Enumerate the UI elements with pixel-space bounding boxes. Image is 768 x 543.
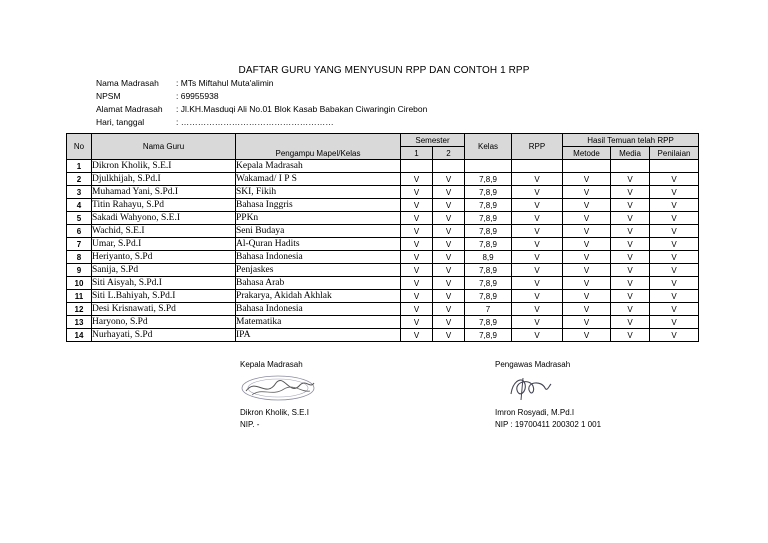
cell-nama: Dikron Kholik, S.E.I (92, 160, 236, 173)
cell-sem1: V (401, 199, 433, 212)
signature-left (238, 371, 318, 405)
cell-penilaian: V (650, 173, 699, 186)
cell-nama: Muhamad Yani, S.Pd.I (92, 186, 236, 199)
cell-no: 2 (67, 173, 92, 186)
cell-no: 10 (67, 277, 92, 290)
cell-media: V (611, 316, 650, 329)
cell-no: 13 (67, 316, 92, 329)
cell-metode: V (563, 199, 611, 212)
cell-sem1: V (401, 316, 433, 329)
cell-sem2: V (433, 277, 465, 290)
cell-sem2: V (433, 290, 465, 303)
cell-metode: V (563, 251, 611, 264)
header-semester-2: 2 (433, 147, 465, 160)
cell-kelas: 7,8,9 (465, 199, 512, 212)
cell-sem1: V (401, 290, 433, 303)
document-title: DAFTAR GURU YANG MENYUSUN RPP DAN CONTOH 1 RPP (238, 65, 530, 76)
header-kelas: Kelas (465, 134, 512, 160)
info-row-npsm (96, 91, 219, 101)
info-value: : ……………………………………………… (176, 117, 334, 127)
cell-metode: V (563, 277, 611, 290)
cell-rpp: V (512, 329, 563, 342)
cell-penilaian: V (650, 238, 699, 251)
header-metode: Metode (563, 147, 611, 160)
cell-sem2: V (433, 173, 465, 186)
nip-kepala-madrasah: NIP. - (240, 420, 260, 429)
cell-rpp: V (512, 199, 563, 212)
info-row-alamat (96, 104, 427, 114)
cell-no: 4 (67, 199, 92, 212)
cell-rpp: V (512, 303, 563, 316)
name-kepala-madrasah: Dikron Kholik, S.E.I (240, 408, 309, 417)
header-semester: Semester (401, 134, 465, 147)
cell-no: 6 (67, 225, 92, 238)
cell-sem2: V (433, 316, 465, 329)
cell-no: 5 (67, 212, 92, 225)
name-pengawas-madrasah: Imron Rosyadi, M.Pd.I (495, 408, 575, 417)
cell-sem1: V (401, 212, 433, 225)
cell-media: V (611, 212, 650, 225)
cell-kelas: 7,8,9 (465, 264, 512, 277)
info-value: : 69955938 (176, 91, 219, 101)
cell-kelas: 7,8,9 (465, 212, 512, 225)
cell-media: V (611, 277, 650, 290)
cell-rpp: V (512, 186, 563, 199)
cell-mapel: Al-Quran Hadits (236, 238, 401, 251)
header-penilaian: Penilaian (650, 147, 699, 160)
cell-penilaian: V (650, 277, 699, 290)
cell-media: V (611, 238, 650, 251)
table-row (67, 173, 699, 186)
cell-media: V (611, 186, 650, 199)
cell-nama: Sakadi Wahyono, S.E.I (92, 212, 236, 225)
cell-rpp: V (512, 277, 563, 290)
cell-rpp (512, 160, 563, 173)
cell-media: V (611, 251, 650, 264)
table-row (67, 186, 699, 199)
cell-penilaian: V (650, 264, 699, 277)
cell-mapel: Bahasa Arab (236, 277, 401, 290)
cell-kelas: 7,8,9 (465, 277, 512, 290)
cell-nama: Wachid, S.E.I (92, 225, 236, 238)
cell-mapel: Kepala Madrasah (236, 160, 401, 173)
cell-sem1: V (401, 173, 433, 186)
cell-sem2: V (433, 225, 465, 238)
cell-rpp: V (512, 316, 563, 329)
cell-penilaian: V (650, 251, 699, 264)
cell-media: V (611, 199, 650, 212)
cell-sem2: V (433, 264, 465, 277)
cell-media (611, 160, 650, 173)
cell-nama: Djulkhijah, S.Pd.I (92, 173, 236, 186)
cell-nama: Titin Rahayu, S.Pd (92, 199, 236, 212)
cell-metode: V (563, 173, 611, 186)
cell-mapel: Penjaskes (236, 264, 401, 277)
cell-mapel: Matematika (236, 316, 401, 329)
cell-metode (563, 160, 611, 173)
cell-no: 11 (67, 290, 92, 303)
nip-pengawas-madrasah: NIP : 19700411 200302 1 001 (495, 420, 602, 429)
role-pengawas-madrasah: Pengawas Madrasah (495, 360, 571, 369)
cell-metode: V (563, 316, 611, 329)
table-row (67, 303, 699, 316)
cell-kelas: 7,8,9 (465, 329, 512, 342)
cell-metode: V (563, 303, 611, 316)
cell-no: 8 (67, 251, 92, 264)
signature-right (505, 372, 555, 404)
cell-sem2: V (433, 186, 465, 199)
header-nama-guru: Nama Guru (92, 134, 236, 160)
cell-sem1: V (401, 277, 433, 290)
cell-metode: V (563, 264, 611, 277)
cell-penilaian: V (650, 303, 699, 316)
cell-penilaian: V (650, 329, 699, 342)
table-row (67, 238, 699, 251)
cell-rpp: V (512, 212, 563, 225)
cell-rpp: V (512, 238, 563, 251)
cell-penilaian: V (650, 290, 699, 303)
cell-kelas: 7 (465, 303, 512, 316)
cell-sem1: V (401, 264, 433, 277)
cell-nama: Siti L.Bahiyah, S.Pd.I (92, 290, 236, 303)
cell-no: 12 (67, 303, 92, 316)
header-media: Media (611, 147, 650, 160)
cell-mapel: Bahasa Inggris (236, 199, 401, 212)
info-value: : MTs Miftahul Muta'alimin (176, 78, 274, 88)
header-no: No (67, 134, 92, 160)
info-label: Hari, tanggal (96, 117, 145, 127)
cell-sem1 (401, 160, 433, 173)
cell-nama: Heriyanto, S.Pd (92, 251, 236, 264)
cell-nama: Sanija, S.Pd (92, 264, 236, 277)
cell-kelas: 7,8,9 (465, 173, 512, 186)
cell-metode: V (563, 212, 611, 225)
header-hasil-temuan: Hasil Temuan telah RPP (563, 134, 699, 147)
table-row (67, 160, 699, 173)
cell-sem1: V (401, 303, 433, 316)
info-label: NPSM (96, 91, 121, 101)
cell-media: V (611, 264, 650, 277)
cell-mapel: Bahasa Indonesia (236, 303, 401, 316)
cell-no: 7 (67, 238, 92, 251)
teacher-table (66, 133, 699, 342)
cell-nama: Nurhayati, S.Pd (92, 329, 236, 342)
cell-kelas: 7,8,9 (465, 238, 512, 251)
cell-nama: Desi Krisnawati, S.Pd (92, 303, 236, 316)
header-mapel: Pengampu Mapel/Kelas (236, 134, 401, 160)
cell-sem1: V (401, 238, 433, 251)
cell-mapel: Seni Budaya (236, 225, 401, 238)
info-row-hari (96, 117, 334, 127)
cell-penilaian: V (650, 199, 699, 212)
header-semester-1: 1 (401, 147, 433, 160)
cell-mapel: PPKn (236, 212, 401, 225)
cell-nama: Siti Aisyah, S.Pd.I (92, 277, 236, 290)
cell-metode: V (563, 329, 611, 342)
table-row (67, 251, 699, 264)
cell-sem1: V (401, 329, 433, 342)
cell-rpp: V (512, 290, 563, 303)
cell-sem1: V (401, 186, 433, 199)
cell-nama: Umar, S.Pd.I (92, 238, 236, 251)
cell-mapel: SKI, Fikih (236, 186, 401, 199)
cell-sem2: V (433, 329, 465, 342)
table-row (67, 316, 699, 329)
cell-penilaian: V (650, 316, 699, 329)
cell-kelas: 8,9 (465, 251, 512, 264)
info-value: : Jl.KH.Masduqi Ali No.01 Blok Kasab Babakan Ciwaringin Cirebon (176, 104, 428, 114)
cell-mapel: Prakarya, Akidah Akhlak (236, 290, 401, 303)
cell-rpp: V (512, 173, 563, 186)
cell-sem2: V (433, 199, 465, 212)
cell-mapel: IPA (236, 329, 401, 342)
table-row (67, 264, 699, 277)
cell-kelas (465, 160, 512, 173)
header-rpp: RPP (512, 134, 563, 160)
cell-penilaian: V (650, 212, 699, 225)
cell-media: V (611, 225, 650, 238)
cell-kelas: 7,8,9 (465, 316, 512, 329)
cell-rpp: V (512, 251, 563, 264)
cell-sem2: V (433, 251, 465, 264)
cell-kelas: 7,8,9 (465, 225, 512, 238)
role-kepala-madrasah: Kepala Madrasah (240, 360, 303, 369)
cell-media: V (611, 290, 650, 303)
cell-media: V (611, 303, 650, 316)
cell-rpp: V (512, 264, 563, 277)
cell-rpp: V (512, 225, 563, 238)
cell-nama: Haryono, S.Pd (92, 316, 236, 329)
table-row (67, 199, 699, 212)
cell-media: V (611, 329, 650, 342)
cell-mapel: Wakamad/ I P S (236, 173, 401, 186)
cell-sem1: V (401, 225, 433, 238)
cell-penilaian: V (650, 225, 699, 238)
info-label: Alamat Madrasah (96, 104, 163, 114)
cell-no: 3 (67, 186, 92, 199)
table-row (67, 329, 699, 342)
cell-metode: V (563, 225, 611, 238)
cell-metode: V (563, 290, 611, 303)
info-row-madrasah (96, 78, 274, 88)
cell-metode: V (563, 238, 611, 251)
cell-penilaian (650, 160, 699, 173)
info-label: Nama Madrasah (96, 78, 159, 88)
cell-kelas: 7,8,9 (465, 186, 512, 199)
table-row (67, 277, 699, 290)
cell-no: 9 (67, 264, 92, 277)
cell-mapel: Bahasa Indonesia (236, 251, 401, 264)
table-row (67, 290, 699, 303)
cell-no: 1 (67, 160, 92, 173)
cell-media: V (611, 173, 650, 186)
cell-no: 14 (67, 329, 92, 342)
table-row (67, 212, 699, 225)
cell-sem1: V (401, 251, 433, 264)
cell-kelas: 7,8,9 (465, 290, 512, 303)
cell-sem2: V (433, 238, 465, 251)
cell-metode: V (563, 186, 611, 199)
cell-sem2: V (433, 212, 465, 225)
table-row (67, 225, 699, 238)
cell-sem2: V (433, 303, 465, 316)
cell-sem2 (433, 160, 465, 173)
cell-penilaian: V (650, 186, 699, 199)
